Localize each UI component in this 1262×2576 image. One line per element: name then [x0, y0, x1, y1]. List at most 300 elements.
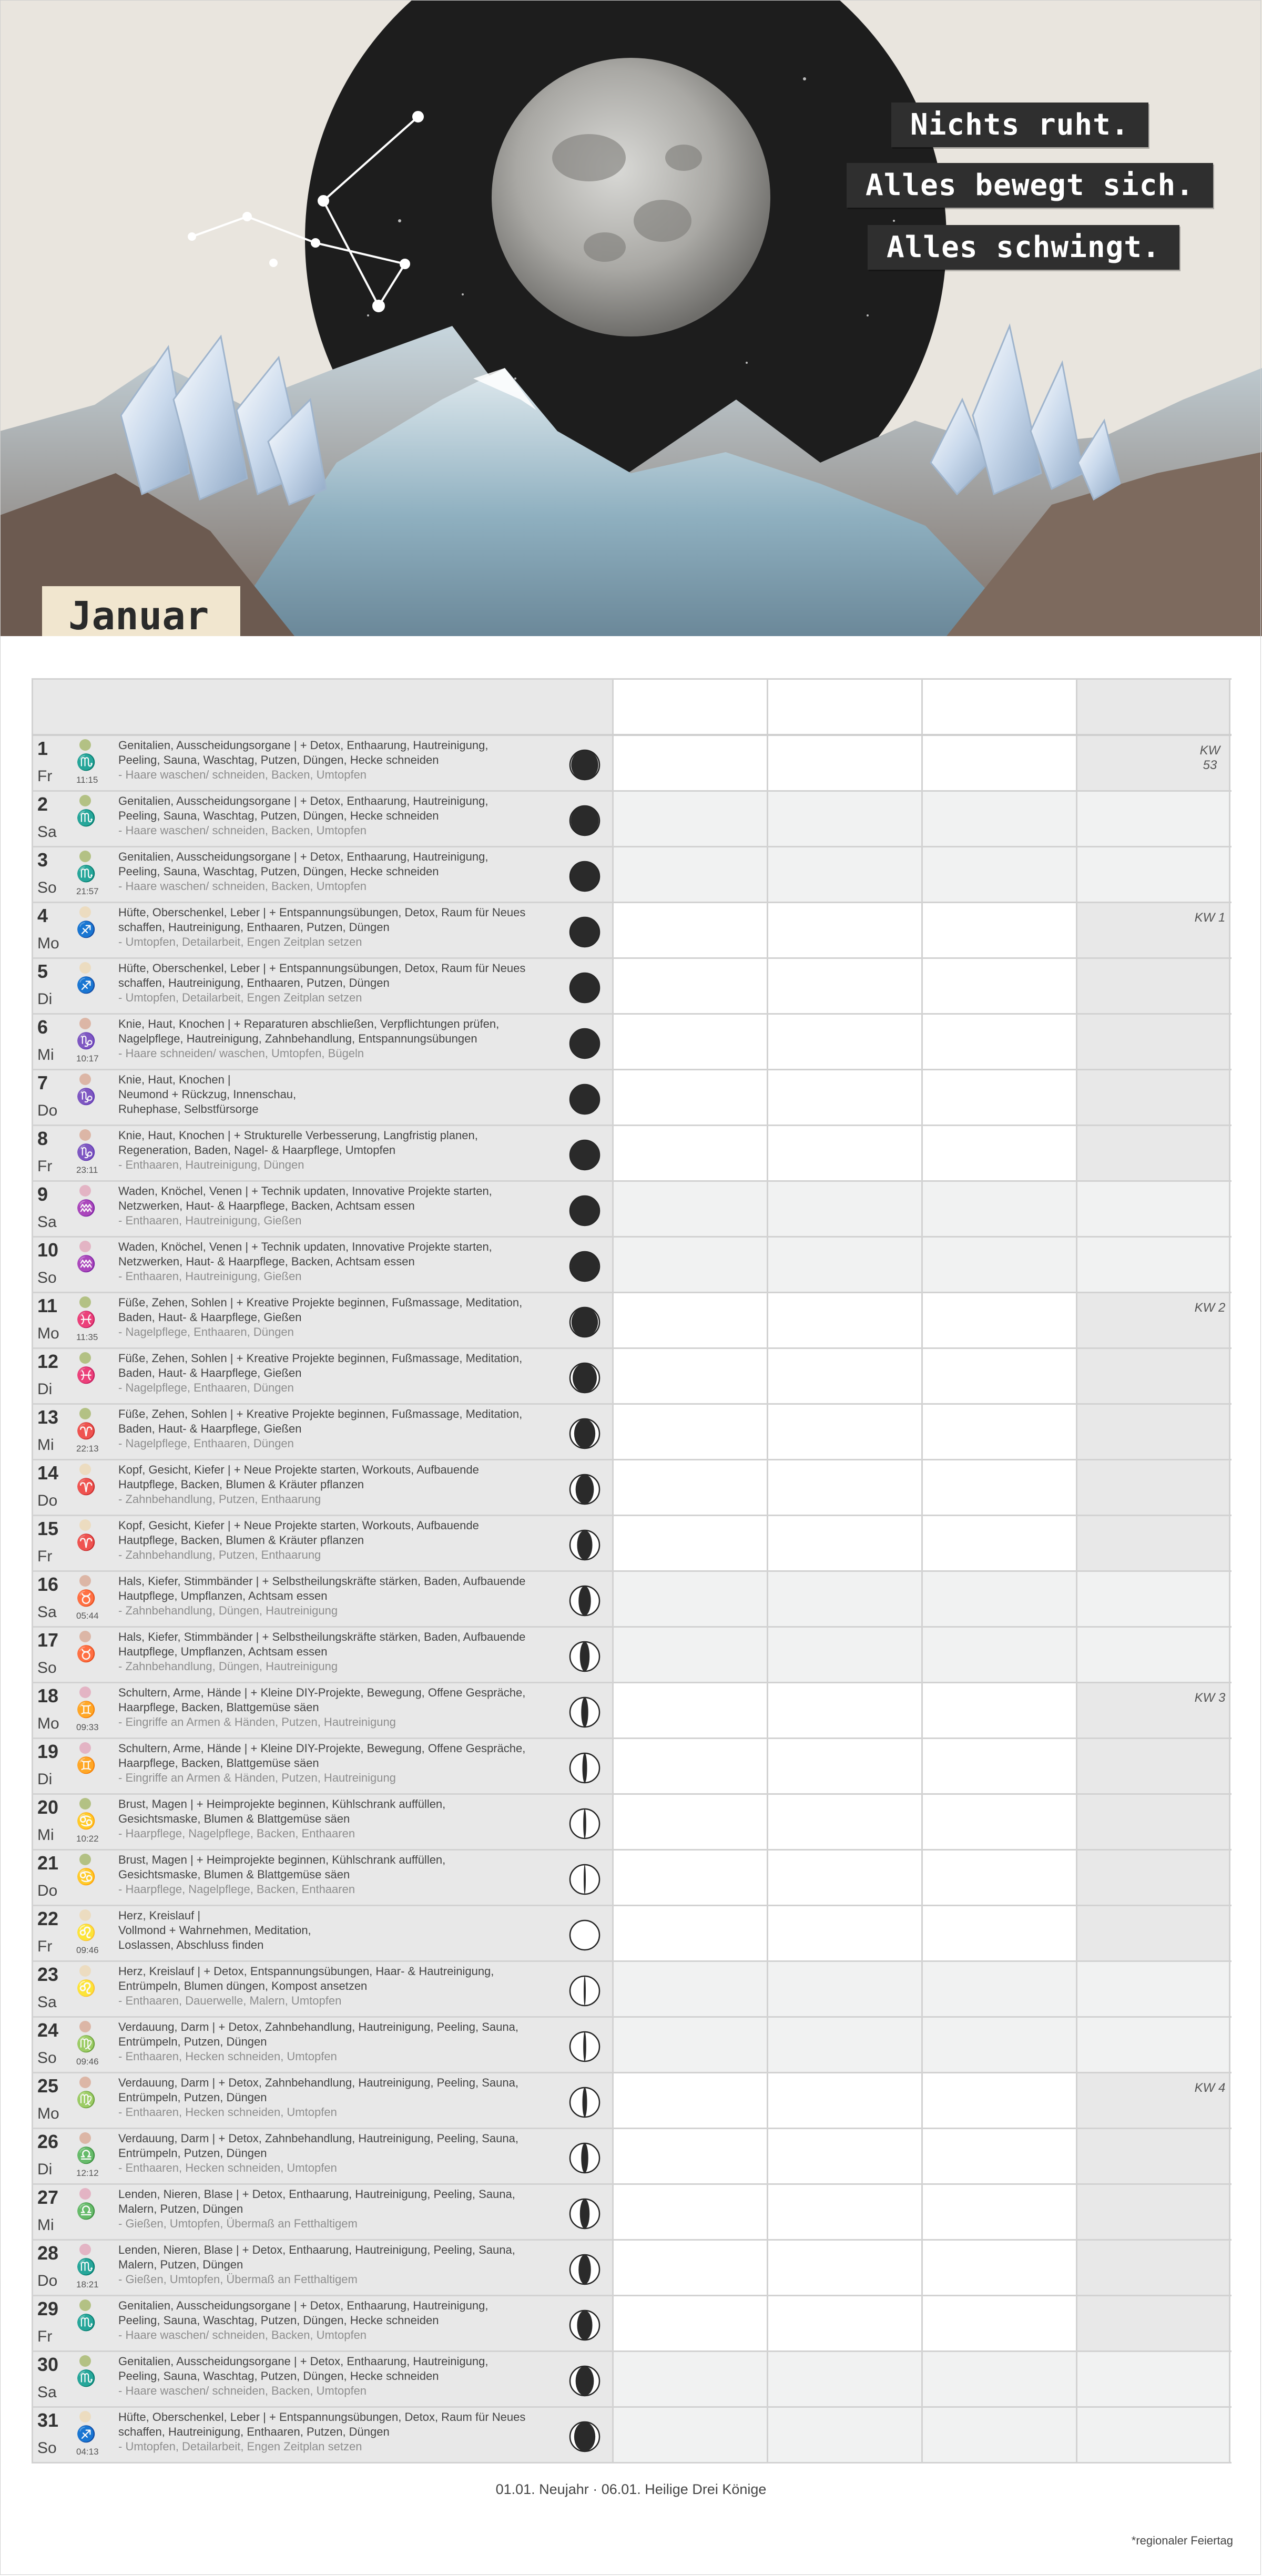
weekday-label: Fr — [37, 2328, 53, 2345]
notes-cell[interactable] — [612, 2018, 767, 2072]
day-row — [32, 1851, 1232, 1906]
zodiac-sign-icon: ♓ — [76, 1367, 96, 1384]
recommendation-line: Netzwerken, Haut- & Haarpflege, Backen, Achtsam essen — [118, 1199, 415, 1212]
header-week-cell — [1076, 680, 1230, 734]
notes-cell[interactable] — [767, 903, 921, 957]
day-number: 10 — [37, 1239, 59, 1261]
notes-cell[interactable] — [612, 1015, 767, 1069]
day-row — [32, 2352, 1232, 2408]
moon-sign-change-time: 05:44 — [76, 1611, 99, 1621]
recommendation-line: Kopf, Gesicht, Kiefer | + Neue Projekte starten, Workouts, Aufbauende — [118, 1519, 479, 1532]
notes-cell[interactable] — [921, 1572, 1076, 1626]
moon-shadow — [571, 1252, 599, 1281]
recommendation-line: Verdauung, Darm | + Detox, Zahnbehandlung, Hautreinigung, Peeling, Sauna, — [118, 2020, 518, 2033]
moon-shadow — [571, 806, 598, 835]
moon-phase-icon — [568, 860, 601, 893]
moon-sign-change-time: 18:21 — [76, 2279, 99, 2289]
weekday-label: Mo — [37, 1325, 59, 1342]
element-icon — [79, 1408, 91, 1419]
day-recommendations — [118, 1128, 592, 1172]
day-number: 7 — [37, 1072, 48, 1093]
recommendation-line: Lenden, Nieren, Blase | + Detox, Enthaarung, Hautreinigung, Peeling, Sauna, — [118, 2187, 515, 2201]
notes-cell[interactable] — [921, 736, 1076, 790]
notes-cell[interactable] — [767, 1628, 921, 1682]
day-recommendations — [118, 1407, 592, 1451]
element-icon — [79, 1018, 91, 1029]
day-recommendations — [118, 1351, 592, 1395]
notes-cell[interactable] — [767, 1795, 921, 1849]
day-info-cell — [32, 1293, 612, 1347]
moon-phase-icon — [568, 804, 601, 837]
notes-cell[interactable] — [767, 1015, 921, 1069]
day-number: 18 — [37, 1685, 59, 1706]
notes-cell[interactable] — [767, 2408, 921, 2462]
element-icon — [79, 1241, 91, 1252]
moon-shadow — [584, 1976, 586, 2006]
recommendation-line: Peeling, Sauna, Waschtag, Putzen, Düngen, Hecke schneiden — [118, 809, 439, 822]
weekday-label: Mi — [37, 1826, 54, 1844]
recommendation-line: Gesichtsmaske, Blumen & Blattgemüse säen — [118, 1812, 350, 1825]
avoid-hint: - Haare waschen/ schneiden, Backen, Umtopfen — [118, 2328, 367, 2342]
day-row — [32, 1238, 1232, 1293]
notes-cell[interactable] — [921, 1293, 1076, 1347]
weekday-label: Do — [37, 1492, 58, 1509]
notes-cell[interactable] — [612, 1628, 767, 1682]
notes-cell[interactable] — [921, 792, 1076, 846]
weekday-label: Mi — [37, 1046, 54, 1064]
week-number-cell — [1076, 1795, 1230, 1849]
notes-cell[interactable] — [767, 1683, 921, 1737]
notes-cell[interactable] — [767, 1349, 921, 1403]
recommendation-line: Waden, Knöchel, Venen | + Technik updaten, Innovative Projekte starten, — [118, 1184, 492, 1198]
zodiac-sign-icon: ♏ — [76, 810, 96, 827]
recommendation-line: Genitalien, Ausscheidungsorgane | + Detox, Enthaarung, Hautreinigung, — [118, 2299, 488, 2312]
notes-cell[interactable] — [612, 1795, 767, 1849]
moon-shadow — [577, 2311, 592, 2340]
recommendation-line: Knie, Haut, Knochen | + Reparaturen abschließen, Verpflichtungen prüfen, — [118, 1017, 500, 1030]
notes-cell[interactable] — [767, 1739, 921, 1793]
week-number-cell — [1076, 2129, 1230, 2183]
notes-cell[interactable] — [767, 2352, 921, 2406]
day-number: 11 — [37, 1295, 58, 1316]
header-artwork — [0, 0, 1262, 636]
notes-cell[interactable] — [612, 736, 767, 790]
notes-cell[interactable] — [921, 1182, 1076, 1236]
day-recommendations — [118, 2131, 592, 2175]
moon-shadow — [573, 1363, 597, 1393]
weekday-label: Di — [37, 1381, 53, 1398]
moon-shadow — [571, 750, 598, 780]
notes-cell[interactable] — [921, 2352, 1076, 2406]
notes-cell[interactable] — [921, 1851, 1076, 1905]
day-number: 2 — [37, 793, 48, 815]
notes-cell[interactable] — [612, 2296, 767, 2350]
day-info-cell — [32, 1070, 612, 1125]
notes-cell[interactable] — [921, 2296, 1076, 2350]
zodiac-sign-icon: ♑ — [76, 1088, 96, 1106]
zodiac-sign-icon: ♋ — [76, 1868, 96, 1886]
avoid-hint: - Gießen, Umtopfen, Übermaß an Fetthaltigem — [118, 2217, 358, 2230]
avoid-hint: - Eingriffe an Armen & Händen, Putzen, Hautreinigung — [118, 1715, 396, 1729]
notes-cell[interactable] — [921, 1628, 1076, 1682]
day-row — [32, 1015, 1232, 1070]
week-number-cell — [1076, 2185, 1230, 2239]
day-info-cell — [32, 2073, 612, 2128]
notes-cell[interactable] — [921, 1516, 1076, 1570]
notes-cell[interactable] — [921, 2018, 1076, 2072]
day-recommendations — [118, 794, 592, 838]
notes-cell[interactable] — [767, 1070, 921, 1125]
recommendation-line: Hals, Kiefer, Stimmbänder | + Selbstheilungskräfte stärken, Baden, Aufbauende — [118, 1630, 526, 1643]
day-info-cell — [32, 1238, 612, 1292]
avoid-hint: - Zahnbehandlung, Putzen, Enthaarung — [118, 1493, 321, 1506]
notes-cell[interactable] — [921, 2129, 1076, 2183]
notes-cell[interactable] — [921, 1906, 1076, 1960]
zodiac-sign-icon: ♑ — [76, 1033, 96, 1050]
day-row — [32, 1683, 1232, 1739]
moon-shadow — [581, 1698, 588, 1727]
avoid-hint: - Enthaaren, Hecken schneiden, Umtopfen — [118, 2105, 337, 2119]
avoid-hint: - Zahnbehandlung, Putzen, Enthaarung — [118, 1548, 321, 1561]
moon-phase-icon — [568, 2253, 601, 2286]
recommendation-line: Nagelpflege, Hautreinigung, Zahnbehandlung, Entspannungsübungen — [118, 1032, 477, 1045]
notes-cell[interactable] — [921, 1739, 1076, 1793]
notes-cell[interactable] — [921, 1238, 1076, 1292]
day-rows — [32, 736, 1232, 2463]
day-info-cell — [32, 2408, 612, 2462]
weekday-label: Di — [37, 1771, 53, 1788]
notes-cell[interactable] — [612, 1516, 767, 1570]
notes-cell[interactable] — [612, 2073, 767, 2128]
element-icon — [79, 1742, 91, 1754]
regional-holiday-note: *regionaler Feiertag — [1131, 2534, 1233, 2547]
moon-shadow — [583, 1809, 586, 1838]
day-recommendations — [118, 1908, 592, 1953]
notes-cell[interactable] — [612, 903, 767, 957]
calendar-table — [32, 678, 1232, 2463]
element-icon — [79, 739, 91, 751]
notes-cell[interactable] — [612, 792, 767, 846]
quote-line-3: Alles schwingt. — [868, 225, 1179, 270]
recommendation-line: Ruhephase, Selbstfürsorge — [118, 1102, 259, 1116]
day-row — [32, 1962, 1232, 2018]
weekday-label: Do — [37, 1882, 58, 1899]
recommendation-line: Knie, Haut, Knochen | + Strukturelle Verbesserung, Langfristig planen, — [118, 1129, 478, 1142]
recommendation-line: Peeling, Sauna, Waschtag, Putzen, Düngen, Hecke schneiden — [118, 2369, 439, 2383]
moon-shadow — [570, 1196, 599, 1225]
moon-phase-icon — [568, 1696, 601, 1729]
element-icon — [79, 1185, 91, 1197]
day-number: 13 — [37, 1406, 59, 1428]
recommendation-line: Brust, Magen | + Heimprojekte beginnen, Kühlschrank auffüllen, — [118, 1853, 446, 1866]
month-title: Januar — [42, 586, 240, 636]
element-icon — [79, 2411, 91, 2422]
notes-cell[interactable] — [612, 1460, 767, 1515]
day-number: 26 — [37, 2131, 59, 2152]
notes-cell[interactable] — [767, 1238, 921, 1292]
avoid-hint: - Haarpflege, Nagelpflege, Backen, Enthaaren — [118, 1883, 355, 1896]
notes-cell[interactable] — [612, 847, 767, 902]
notes-cell[interactable] — [921, 1683, 1076, 1737]
header-info-cell — [32, 680, 612, 734]
avoid-hint: - Haare waschen/ schneiden, Backen, Umtopfen — [118, 2384, 367, 2397]
avoid-hint: - Enthaaren, Hautreinigung, Gießen — [118, 1214, 302, 1227]
calendar-week-label: KW 4 — [1194, 2081, 1226, 2095]
notes-cell[interactable] — [767, 2073, 921, 2128]
avoid-hint: - Gießen, Umtopfen, Übermaß an Fetthaltigem — [118, 2273, 358, 2286]
recommendation-line: Malern, Putzen, Düngen — [118, 2258, 243, 2271]
notes-cell[interactable] — [612, 1572, 767, 1626]
recommendation-line: Entrümpeln, Putzen, Düngen — [118, 2035, 267, 2048]
day-recommendations — [118, 1964, 592, 2008]
notes-cell[interactable] — [921, 1795, 1076, 1849]
notes-cell[interactable] — [612, 959, 767, 1013]
day-info-cell — [32, 1182, 612, 1236]
day-number: 22 — [37, 1908, 59, 1929]
notes-cell[interactable] — [612, 1182, 767, 1236]
notes-cell[interactable] — [767, 2185, 921, 2239]
notes-cell[interactable] — [921, 1405, 1076, 1459]
notes-cell[interactable] — [921, 1962, 1076, 2016]
notes-cell[interactable] — [921, 903, 1076, 957]
week-number-cell — [1076, 1070, 1230, 1125]
day-row — [32, 959, 1232, 1015]
day-info-cell — [32, 1126, 612, 1180]
full-moon — [492, 58, 770, 336]
notes-cell[interactable] — [612, 1739, 767, 1793]
element-icon — [79, 2132, 91, 2144]
week-number-cell — [1076, 1572, 1230, 1626]
zodiac-sign-icon: ♊ — [76, 1701, 96, 1719]
day-number: 3 — [37, 849, 48, 871]
notes-cell[interactable] — [612, 2185, 767, 2239]
moon-shadow — [583, 2032, 586, 2061]
day-number: 4 — [37, 905, 48, 926]
notes-cell[interactable] — [612, 1683, 767, 1737]
recommendation-line: Knie, Haut, Knochen | — [118, 1073, 231, 1086]
notes-cell[interactable] — [612, 2241, 767, 2295]
recommendation-line: Herz, Kreislauf | + Detox, Entspannungsübungen, Haar- & Hautreinigung, — [118, 1965, 494, 1978]
day-recommendations — [118, 2354, 592, 2398]
element-icon — [79, 1296, 91, 1308]
notes-cell[interactable] — [767, 2129, 921, 2183]
day-recommendations — [118, 1853, 592, 1897]
notes-cell[interactable] — [612, 1405, 767, 1459]
recommendation-line: Hals, Kiefer, Stimmbänder | + Selbstheilungskräfte stärken, Baden, Aufbauende — [118, 1575, 526, 1588]
element-icon — [79, 2188, 91, 2200]
recommendation-line: Peeling, Sauna, Waschtag, Putzen, Düngen, Hecke schneiden — [118, 753, 439, 766]
notes-cell[interactable] — [767, 1182, 921, 1236]
notes-cell[interactable] — [767, 1293, 921, 1347]
avoid-hint: - Enthaaren, Hecken schneiden, Umtopfen — [118, 2050, 337, 2063]
week-number-cell — [1076, 2241, 1230, 2295]
element-icon — [79, 2021, 91, 2032]
element-icon — [79, 2077, 91, 2088]
day-number: 12 — [37, 1351, 59, 1372]
day-number: 30 — [37, 2354, 59, 2375]
notes-cell[interactable] — [612, 1962, 767, 2016]
moon-shadow — [570, 973, 599, 1003]
avoid-hint: - Enthaaren, Hautreinigung, Düngen — [118, 1158, 304, 1171]
day-recommendations — [118, 1017, 592, 1061]
day-info-cell — [32, 2018, 612, 2072]
recommendation-line: Hautpflege, Backen, Blumen & Kräuter pflanzen — [118, 1478, 364, 1491]
avoid-hint: - Enthaaren, Hautreinigung, Gießen — [118, 1270, 302, 1283]
notes-cell[interactable] — [612, 1126, 767, 1180]
day-recommendations — [118, 1463, 592, 1507]
calendar-week-label: KW 2 — [1194, 1301, 1226, 1315]
notes-cell[interactable] — [921, 1015, 1076, 1069]
moon-disc — [570, 1920, 599, 1950]
element-icon — [79, 1965, 91, 1977]
weekday-label: So — [37, 2049, 57, 2067]
notes-cell[interactable] — [612, 1851, 767, 1905]
week-number-cell — [1076, 2352, 1230, 2406]
moon-phase-icon — [568, 1306, 601, 1338]
moon-shadow — [578, 2255, 591, 2284]
weekday-label: Fr — [37, 1548, 53, 1565]
zodiac-sign-icon: ♉ — [76, 1645, 96, 1663]
element-icon — [79, 1575, 91, 1587]
avoid-hint: - Haare waschen/ schneiden, Backen, Umtopfen — [118, 824, 367, 837]
week-number-cell — [1076, 2296, 1230, 2350]
notes-cell[interactable] — [767, 1460, 921, 1515]
moon-phase-icon — [568, 749, 601, 781]
notes-cell[interactable] — [767, 1851, 921, 1905]
day-info-cell — [32, 1015, 612, 1069]
moon-phase-icon — [568, 1139, 601, 1171]
element-icon — [79, 962, 91, 974]
week-number-cell — [1076, 1349, 1230, 1403]
element-icon — [79, 1074, 91, 1085]
day-recommendations — [118, 961, 592, 1005]
zodiac-sign-icon: ♒ — [76, 1255, 96, 1273]
notes-cell[interactable] — [612, 2408, 767, 2462]
notes-cell[interactable] — [921, 1349, 1076, 1403]
element-icon — [79, 1464, 91, 1475]
notes-cell[interactable] — [767, 792, 921, 846]
recommendation-line: Haarpflege, Backen, Blattgemüse säen — [118, 1756, 319, 1770]
moon-shadow — [570, 1140, 599, 1170]
weekday-label: Mi — [37, 2216, 54, 2234]
element-icon — [79, 1129, 91, 1141]
recommendation-line: Hüfte, Oberschenkel, Leber | + Entspannungsübungen, Detox, Raum für Neues — [118, 2410, 526, 2424]
notes-cell[interactable] — [612, 1906, 767, 1960]
zodiac-sign-icon: ♎ — [76, 2203, 96, 2220]
moon-shadow — [570, 1029, 599, 1058]
notes-cell[interactable] — [921, 959, 1076, 1013]
weekday-label: So — [37, 1269, 57, 1286]
avoid-hint: - Haare waschen/ schneiden, Backen, Umtopfen — [118, 768, 367, 781]
notes-cell[interactable] — [921, 1460, 1076, 1515]
notes-cell[interactable] — [612, 1293, 767, 1347]
day-number: 6 — [37, 1016, 48, 1038]
recommendation-line: Vollmond + Wahrnehmen, Meditation, — [118, 1924, 311, 1937]
notes-cell[interactable] — [612, 1070, 767, 1125]
day-number: 24 — [37, 2019, 59, 2041]
notes-cell[interactable] — [612, 1238, 767, 1292]
avoid-hint: - Umtopfen, Detailarbeit, Engen Zeitplan setzen — [118, 935, 362, 948]
day-recommendations — [118, 2187, 592, 2231]
element-icon — [79, 1854, 91, 1865]
notes-cell[interactable] — [767, 959, 921, 1013]
notes-cell[interactable] — [921, 2185, 1076, 2239]
day-row — [32, 2129, 1232, 2185]
notes-cell[interactable] — [921, 2241, 1076, 2295]
notes-cell[interactable] — [767, 1962, 921, 2016]
notes-cell[interactable] — [921, 847, 1076, 902]
quote-line-2: Alles bewegt sich. — [847, 163, 1213, 208]
zodiac-sign-icon: ♏ — [76, 2314, 96, 2332]
notes-cell[interactable] — [767, 2296, 921, 2350]
day-info-cell — [32, 1628, 612, 1682]
notes-cell[interactable] — [767, 2018, 921, 2072]
notes-cell[interactable] — [767, 736, 921, 790]
moon-shadow — [583, 1753, 587, 1783]
notes-cell[interactable] — [921, 2408, 1076, 2462]
day-row — [32, 1739, 1232, 1795]
notes-cell[interactable] — [767, 1906, 921, 1960]
avoid-hint: - Haarpflege, Nagelpflege, Backen, Enthaaren — [118, 1827, 355, 1840]
notes-cell[interactable] — [612, 1349, 767, 1403]
day-row — [32, 2073, 1232, 2129]
holiday-footnote: 01.01. Neujahr · 06.01. Heilige Drei Könige — [495, 2481, 767, 2497]
notes-cell[interactable] — [612, 2129, 767, 2183]
day-recommendations — [118, 1072, 592, 1117]
day-recommendations — [118, 2076, 592, 2120]
weekday-label: Mo — [37, 935, 59, 952]
day-info-cell — [32, 1460, 612, 1515]
notes-cell[interactable] — [767, 1516, 921, 1570]
notes-cell[interactable] — [921, 1070, 1076, 1125]
notes-cell[interactable] — [921, 1126, 1076, 1180]
week-number-cell — [1076, 959, 1230, 1013]
notes-cell[interactable] — [767, 1572, 921, 1626]
day-info-cell — [32, 2352, 612, 2406]
element-icon — [79, 1631, 91, 1642]
moon-phase-icon — [568, 1194, 601, 1227]
zodiac-sign-icon: ♍ — [76, 2091, 96, 2109]
day-recommendations — [118, 850, 592, 894]
header-blank-cell — [612, 680, 767, 734]
weekday-label: Sa — [37, 1603, 57, 1621]
notes-cell[interactable] — [767, 2241, 921, 2295]
notes-cell[interactable] — [767, 1405, 921, 1459]
recommendation-line: Neumond + Rückzug, Innenschau, — [118, 1088, 297, 1101]
day-info-cell — [32, 2185, 612, 2239]
weekday-label: Sa — [37, 2384, 57, 2401]
moon-phase-icon — [568, 2309, 601, 2342]
recommendation-line: Baden, Haut- & Haarpflege, Gießen — [118, 1311, 302, 1324]
notes-cell[interactable] — [767, 1126, 921, 1180]
day-number: 20 — [37, 1796, 59, 1818]
moon-phase-icon — [568, 1250, 601, 1283]
recommendation-line: Herz, Kreislauf | — [118, 1909, 201, 1922]
avoid-hint: - Enthaaren, Hecken schneiden, Umtopfen — [118, 2161, 337, 2174]
moon-phase-icon — [568, 1752, 601, 1784]
notes-cell[interactable] — [612, 2352, 767, 2406]
day-row — [32, 1182, 1232, 1238]
zodiac-sign-icon: ♏ — [76, 2258, 96, 2276]
weekday-label: Mi — [37, 1436, 54, 1454]
notes-cell[interactable] — [921, 2073, 1076, 2128]
notes-cell[interactable] — [767, 847, 921, 902]
recommendation-line: Schultern, Arme, Hände | + Kleine DIY-Projekte, Bewegung, Offene Gespräche, — [118, 1742, 526, 1755]
day-row — [32, 2241, 1232, 2296]
zodiac-sign-icon: ♏ — [76, 865, 96, 883]
recommendation-line: Verdauung, Darm | + Detox, Zahnbehandlung, Hautreinigung, Peeling, Sauna, — [118, 2076, 518, 2089]
zodiac-sign-icon: ♌ — [76, 1980, 96, 1997]
